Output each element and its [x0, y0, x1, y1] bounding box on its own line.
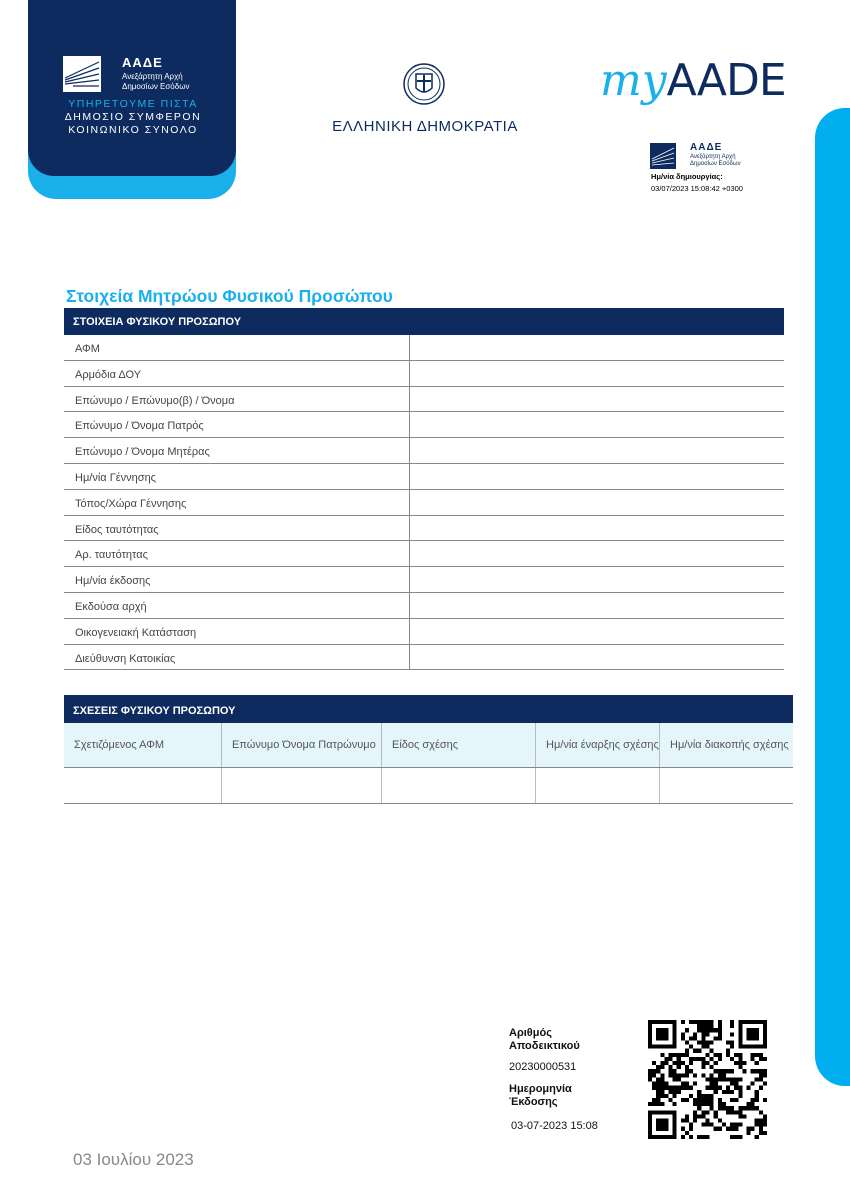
row-value [410, 645, 784, 670]
small-aade-sub2: Δημοσίων Εσόδων [690, 161, 741, 167]
row-label: Τόπος/Χώρα Γέννησης [64, 490, 410, 515]
qr-code-icon [648, 1020, 767, 1139]
myaade-aade: AADE [666, 55, 786, 106]
table-row [64, 619, 784, 645]
row-label: ΑΦΜ [64, 335, 410, 360]
small-aade-logo-icon [650, 143, 676, 169]
row-label: Επώνυμο / Όνομα Πατρός [64, 412, 410, 437]
motto-line1: ΥΠΗΡΕΤΟΥΜΕ ΠΙΣΤΑ [68, 98, 198, 110]
table-row [64, 541, 784, 567]
issue-date: 03-07-2023 15:08 [511, 1120, 598, 1132]
row-label: Ημ/νία Γέννησης [64, 464, 410, 489]
table-row [64, 438, 784, 464]
aade-logo-icon [63, 56, 101, 92]
myaade-logo [600, 56, 786, 106]
issue-date-label: Ημερομηνία Έκδοσης [509, 1083, 572, 1108]
table-cell [221, 768, 381, 803]
table-row [64, 490, 784, 516]
aade-subtitle-line1: Ανεξάρτητη Αρχή [122, 72, 183, 81]
row-value [410, 567, 784, 592]
aade-subtitle-line2: Δημοσίων Εσόδων [122, 82, 190, 91]
small-aade-sub1: Ανεξάρτητη Αρχή [690, 154, 736, 160]
table-row [64, 335, 784, 361]
row-value [410, 541, 784, 566]
table-row [64, 361, 784, 387]
row-value [410, 593, 784, 618]
row-value [410, 516, 784, 541]
table-cell [659, 768, 793, 803]
row-value [410, 464, 784, 489]
table-row [64, 464, 784, 490]
row-value [410, 438, 784, 463]
row-label: Είδος ταυτότητας [64, 516, 410, 541]
relations-table [64, 695, 793, 804]
table-cell [381, 768, 535, 803]
relations-column-headers [64, 723, 793, 768]
relations-header: ΣΧΕΣΕΙΣ ΦΥΣΙΚΟΥ ΠΡΟΣΩΠΟΥ [64, 695, 793, 723]
motto-line2: ΔΗΜΟΣΙΟ ΣΥΜΦΕΡΟΝ [64, 111, 202, 123]
created-value: 03/07/2023 15:08:42 +0300 [651, 184, 743, 193]
row-value [410, 335, 784, 360]
row-label: Οικογενειακή Κατάσταση [64, 619, 410, 644]
republic-name: ΕΛΛΗΝΙΚΗ ΔΗΜΟΚΡΑΤΙΑ [332, 118, 518, 135]
col-relation-type: Είδος σχέσης [381, 723, 535, 767]
row-value [410, 361, 784, 386]
aade-name: ΑΑΔΕ [122, 55, 163, 70]
row-label: Επώνυμο / Επώνυμο(β) / Όνομα [64, 387, 410, 412]
table-cell [64, 768, 221, 803]
certificate-number-label: Αριθμός Αποδεικτικού [509, 1027, 580, 1052]
greek-coat-of-arms-icon [402, 62, 446, 106]
row-label: Διεύθυνση Κατοικίας [64, 645, 410, 670]
myaade-my: my [600, 55, 667, 106]
row-label: Ημ/νία έκδοσης [64, 567, 410, 592]
small-aade-name: ΑΑΔΕ [690, 142, 723, 153]
col-end-date: Ημ/νία διακοπής σχέσης [659, 723, 793, 767]
table-row [64, 516, 784, 542]
col-name: Επώνυμο Όνομα Πατρώνυμο [221, 723, 381, 767]
document-title: Στοιχεία Μητρώου Φυσικού Προσώπου [66, 286, 393, 306]
relations-empty-row [64, 768, 793, 804]
table-row [64, 412, 784, 438]
col-related-afm: Σχετιζόμενος ΑΦΜ [74, 738, 165, 751]
footer-date: 03 Ιουλίου 2023 [73, 1150, 194, 1169]
personal-details-table [64, 308, 784, 670]
row-value [410, 619, 784, 644]
row-label: Αρμόδια ΔΟΥ [64, 361, 410, 386]
table-row [64, 645, 784, 671]
table-row [64, 567, 784, 593]
right-accent-bar [815, 108, 850, 1086]
created-label: Ημ/νία δημιουργίας: [651, 172, 723, 181]
row-value [410, 412, 784, 437]
table-cell [535, 768, 659, 803]
personal-details-header: ΣΤΟΙΧΕΙΑ ΦΥΣΙΚΟΥ ΠΡΟΣΩΠΟΥ [64, 308, 784, 335]
row-value [410, 387, 784, 412]
motto-line3: ΚΟΙΝΩΝΙΚΟ ΣΥΝΟΛΟ [68, 124, 198, 136]
certificate-number: 20230000531 [509, 1061, 577, 1073]
table-row [64, 387, 784, 413]
table-row [64, 593, 784, 619]
row-label: Αρ. ταυτότητας [64, 541, 410, 566]
row-value [410, 490, 784, 515]
row-label: Επώνυμο / Όνομα Μητέρας [64, 438, 410, 463]
row-label: Εκδούσα αρχή [64, 593, 410, 618]
col-start-date: Ημ/νία έναρξης σχέσης [535, 723, 659, 767]
